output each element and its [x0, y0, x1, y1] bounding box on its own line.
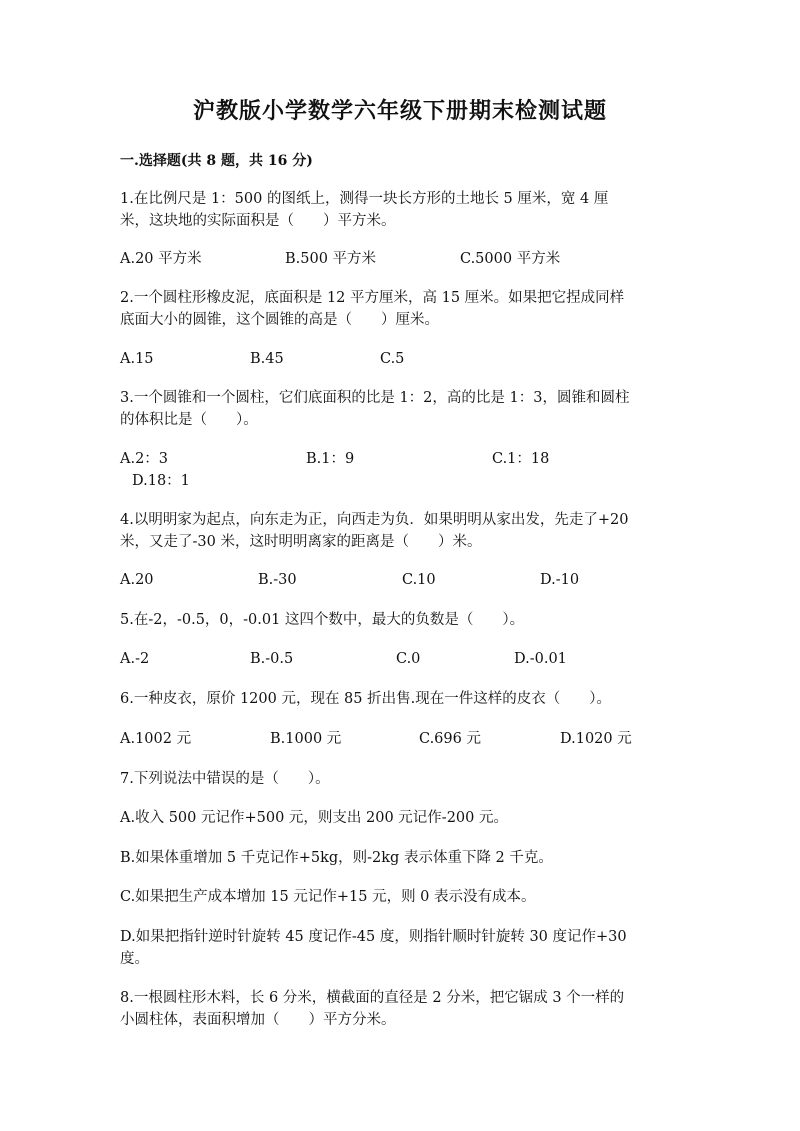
question-7-line-1: 7.下列说法中错误的是（ ）。 [120, 771, 330, 787]
question-1-option-c: C.5000 平方米 [460, 251, 561, 267]
question-7-option-d: D.如果把指针逆时针旋转 45 度记作-45 度，则指针顺时针旋转 30 度记作+30 [120, 929, 627, 945]
question-4-line-1: 4.以明明家为起点，向东走为正，向西走为负．如果明明从家出发，先走了+20 [120, 512, 629, 528]
question-3-option-a: A.2：3 [120, 451, 169, 467]
question-8-line-2: 小圆柱体，表面积增加（ ）平方分米。 [120, 1012, 396, 1028]
question-3-line-2: 的体积比是（ ）。 [120, 412, 258, 428]
question-4-option-a: A.20 [120, 572, 154, 588]
question-4-option-c: C.10 [402, 572, 436, 588]
question-4-line-2: 米，又走了-30 米，这时明明离家的距离是（ ）米。 [120, 534, 482, 550]
question-5-option-c: C.0 [396, 651, 421, 667]
question-2-line-1: 2.一个圆柱形橡皮泥，底面积是 12 平方厘米，高 15 厘米。如果把它捏成同样 [120, 290, 625, 306]
question-3-line-1: 3.一个圆锥和一个圆柱，它们底面积的比是 1：2，高的比是 1：3，圆锥和圆柱 [120, 390, 630, 406]
question-5-line-1: 5.在-2，-0.5，0，-0.01 这四个数中，最大的负数是（ ）。 [120, 612, 525, 628]
question-6-line-1: 6.一种皮衣，原价 1200 元，现在 85 折出售.现在一件这样的皮衣（ ）。 [120, 691, 611, 707]
section-heading: 一.选择题(共 8 题，共 16 分) [120, 153, 313, 169]
question-5-option-b: B.-0.5 [250, 651, 294, 667]
question-2-line-2: 底面大小的圆锥，这个圆锥的高是（ ）厘米。 [120, 312, 439, 328]
page-title: 沪教版小学数学六年级下册期末检测试题 [192, 98, 607, 124]
question-3-option-d: D.18：1 [132, 473, 190, 489]
question-2-option-a: A.15 [120, 351, 154, 367]
question-2-option-b: B.45 [250, 351, 284, 367]
question-4-option-b: B.-30 [258, 572, 297, 588]
question-6-option-d: D.1020 元 [560, 731, 632, 747]
question-7-option-a: A.收入 500 元记作+500 元，则支出 200 元记作-200 元。 [120, 810, 508, 826]
question-1-line-1: 1.在比例尺是 1：500 的图纸上，测得一块长方形的土地长 5 厘米，宽 4 厘 [120, 191, 609, 207]
question-7-option-c: C.如果把生产成本增加 15 元记作+15 元，则 0 表示没有成本。 [120, 889, 536, 905]
question-3-option-c: C.1：18 [492, 451, 550, 467]
question-1-line-2: 米，这块地的实际面积是（ ）平方米。 [120, 213, 396, 229]
question-4-option-d: D.-10 [540, 572, 580, 588]
question-2-option-c: C.5 [380, 351, 405, 367]
question-7-option-d-continued: 度。 [120, 951, 149, 967]
question-5-option-a: A.-2 [120, 651, 150, 667]
question-6-option-b: B.1000 元 [270, 731, 342, 747]
question-5-option-d: D.-0.01 [514, 651, 567, 667]
question-3-option-b: B.1：9 [306, 451, 355, 467]
question-1-option-a: A.20 平方米 [120, 251, 202, 267]
question-8-line-1: 8.一根圆柱形木料，长 6 分米，横截面的直径是 2 分米，把它锯成 3 个一样的 [120, 990, 625, 1006]
question-6-option-a: A.1002 元 [120, 731, 192, 747]
question-7-option-b: B.如果体重增加 5 千克记作+5kg，则-2kg 表示体重下降 2 千克。 [120, 850, 553, 866]
question-6-option-c: C.696 元 [419, 731, 481, 747]
question-1-option-b: B.500 平方米 [285, 251, 377, 267]
